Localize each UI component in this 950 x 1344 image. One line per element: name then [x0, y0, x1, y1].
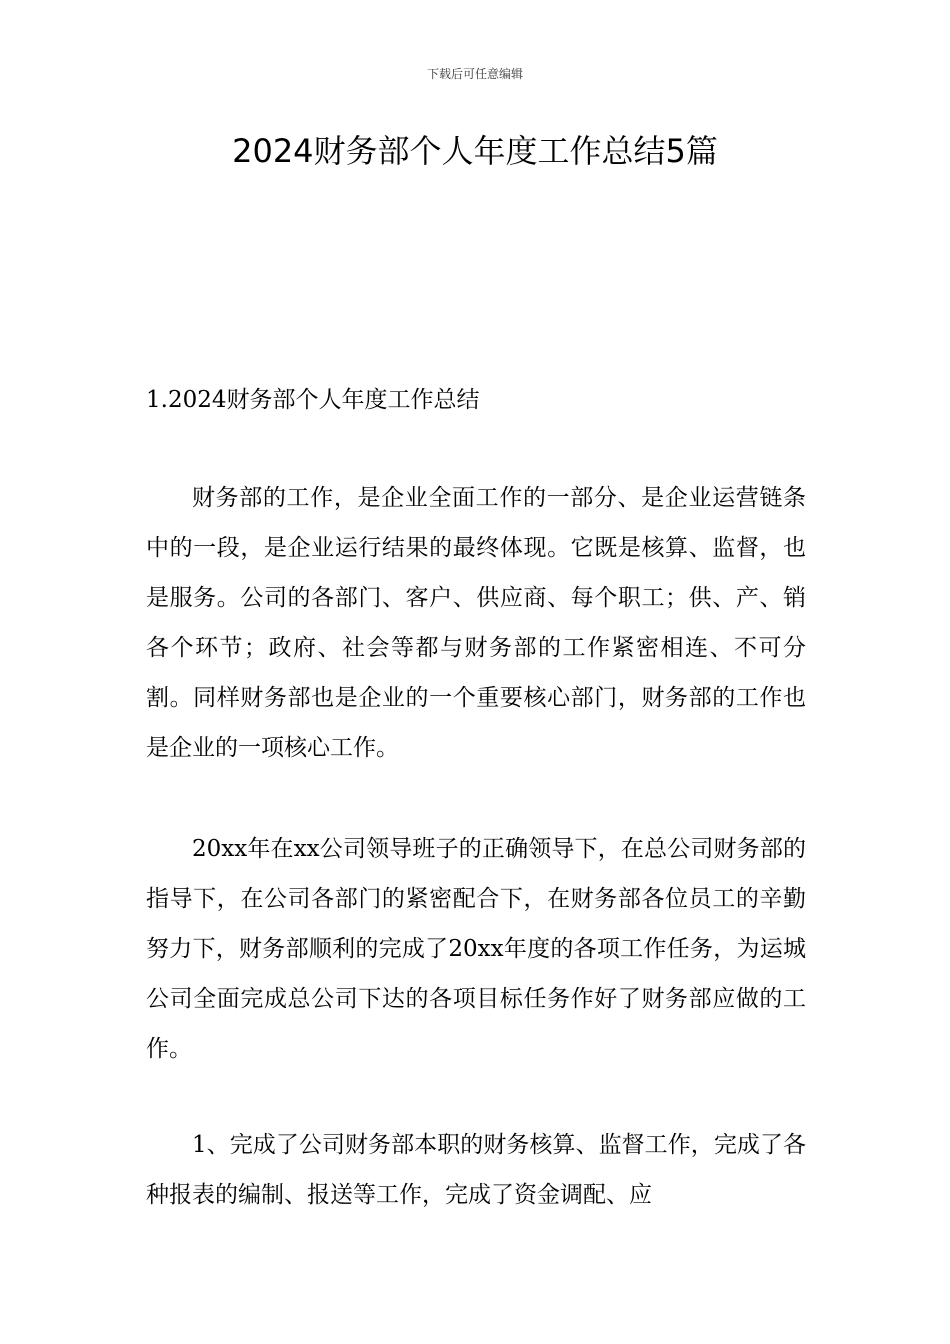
- document-title: 2024财务部个人年度工作总结5篇: [232, 132, 718, 170]
- paragraph-1: 财务部的工作，是企业全面工作的一部分、是企业运营链条中的一段，是企业运行结果的最终体现。它既是核算、监督，也是服务。公司的各部门、客户、供应商、每个职工；供、产、销各个环节；政府、社会等都与财务部的工作紧密相连、不可分割。同样财务部也是企业的一个重要核心部门，财务部的工作也是企业的一项核心工作。: [146, 485, 806, 761]
- paragraph-2: 20xx年在xx公司领导班子的正确领导下，在总公司财务部的指导下，在公司各部门的紧密配合下，在财务部各位员工的辛勤努力下，财务部顺利的完成了20xx年度的各项工作任务，为运城公司全面完成总公司下达的各项目标任务作好了财务部应做的工作。: [146, 836, 806, 1062]
- paragraph-3: 1、完成了公司财务部本职的财务核算、监督工作，完成了各种报表的编制、报送等工作，完成了资金调配、应: [146, 1132, 806, 1208]
- section-heading: 1.2024财务部个人年度工作总结: [146, 387, 480, 413]
- header-note: 下载后可任意编辑: [426, 67, 523, 81]
